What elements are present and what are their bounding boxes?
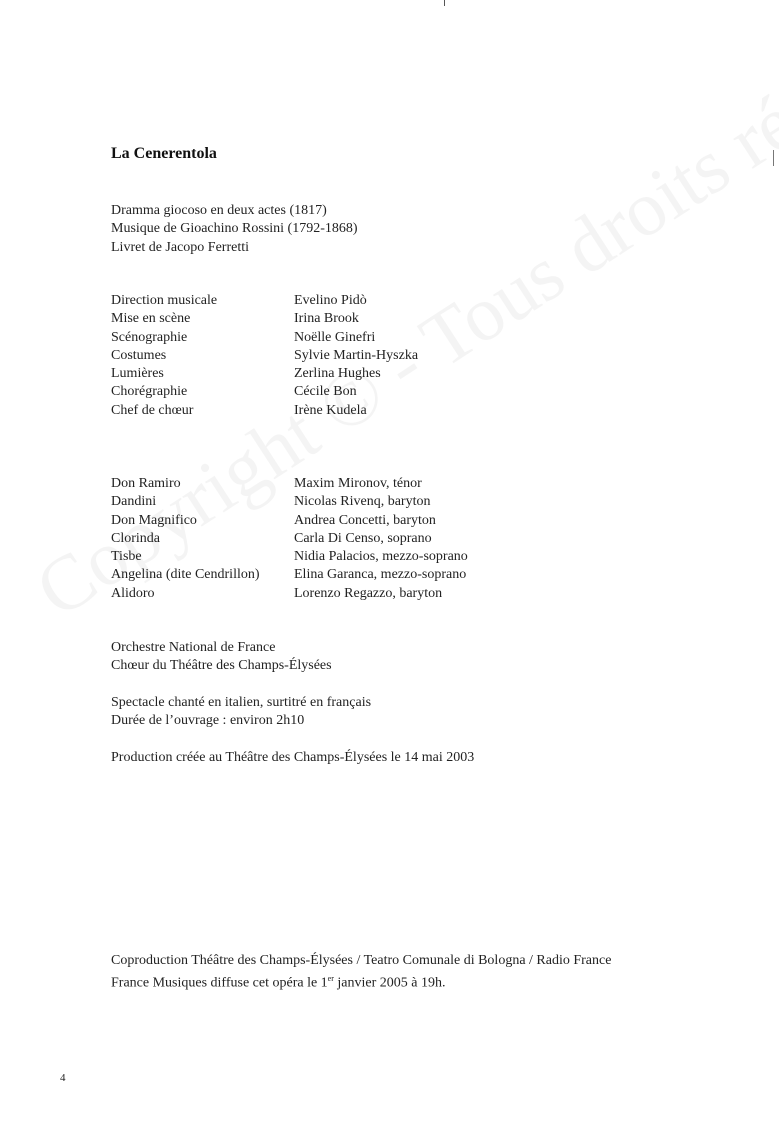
credits-list [111, 292, 418, 420]
cast-row [111, 566, 468, 584]
cast-role: Tisbe [111, 549, 142, 565]
ensembles-block [111, 639, 332, 676]
cast-name: Andrea Concetti, baryton [294, 512, 436, 528]
ensemble-line: Chœur du Théâtre des Champs-Élysées [111, 658, 332, 674]
performance-info [111, 694, 371, 731]
broadcast-text: France Musiques diffuse cet opéra le 1 [111, 975, 328, 991]
credit-row [111, 292, 418, 310]
page-title: La Cenerentola [111, 145, 217, 162]
production-note [111, 749, 474, 767]
cast-role: Don Magnifico [111, 512, 197, 528]
cast-name: Nicolas Rivenq, baryton [294, 494, 431, 510]
production-line: Production créée au Théâtre des Champs-Élysées le 14 mai 2003 [111, 750, 475, 765]
credit-role: Scénographie [111, 329, 188, 345]
cast-name: Nidia Palacios, mezzo-soprano [294, 549, 468, 565]
cast-role: Don Ramiro [111, 476, 181, 491]
broadcast-text: janvier 2005 à 19h. [333, 975, 446, 991]
cast-row [111, 493, 468, 511]
credit-role: Direction musicale [111, 293, 218, 308]
credit-role: Costumes [111, 347, 167, 363]
info-line: Durée de l’ouvrage : environ 2h10 [111, 713, 305, 729]
cast-name: Carla Di Censo, soprano [294, 530, 432, 546]
cast-row [111, 585, 468, 603]
credit-name: Cécile Bon [294, 384, 357, 400]
info-line: Spectacle chanté en italien, surtitré en français [111, 695, 372, 710]
cast-role: Clorinda [111, 530, 160, 546]
credit-name: Irina Brook [294, 311, 359, 327]
cast-name: Lorenzo Regazzo, baryton [294, 585, 443, 601]
cast-name: Elina Garanca, mezzo-soprano [294, 567, 467, 583]
cast-row [111, 512, 468, 530]
credit-row [111, 329, 418, 347]
credit-role: Lumières [111, 366, 164, 382]
credit-row [111, 310, 418, 328]
credit-name: Evelino Pidò [294, 293, 367, 308]
credit-row [111, 347, 418, 365]
credit-role: Chef de chœur [111, 402, 194, 418]
intro-block [111, 202, 358, 257]
credit-name: Zerlina Hughes [294, 366, 381, 382]
credit-name: Sylvie Martin-Hyszka [294, 347, 419, 363]
cast-row [111, 530, 468, 548]
credit-row [111, 365, 418, 383]
cast-name: Maxim Mironov, ténor [294, 476, 422, 491]
credit-role: Mise en scène [111, 311, 191, 327]
cast-role: Dandini [111, 494, 157, 510]
credit-role: Chorégraphie [111, 384, 188, 400]
credit-name: Noëlle Ginefri [294, 329, 376, 345]
coproduction-line: Coproduction Théâtre des Champs-Élysées / Teatro Comunale di Bologna / Radio France [111, 953, 612, 968]
crop-mark [773, 150, 774, 166]
credit-row [111, 383, 418, 401]
page-number: 4 [60, 1072, 66, 1084]
broadcast-line [111, 970, 611, 993]
footer-notes [111, 952, 611, 993]
cast-role: Alidoro [111, 585, 155, 601]
cast-row [111, 548, 468, 566]
ensemble-line: Orchestre National de France [111, 640, 276, 655]
cast-row [111, 475, 468, 493]
credit-row [111, 402, 418, 420]
cast-role: Angelina (dite Cendrillon) [111, 567, 260, 583]
credit-name: Irène Kudela [294, 402, 367, 418]
crop-mark [444, 0, 445, 6]
ordinal-superscript: er [327, 974, 334, 984]
intro-line: Livret de Jacopo Ferretti [111, 239, 250, 255]
intro-line: Musique de Gioachino Rossini (1792-1868) [111, 221, 358, 237]
intro-line: Dramma giocoso en deux actes (1817) [111, 203, 327, 218]
cast-list [111, 475, 468, 603]
